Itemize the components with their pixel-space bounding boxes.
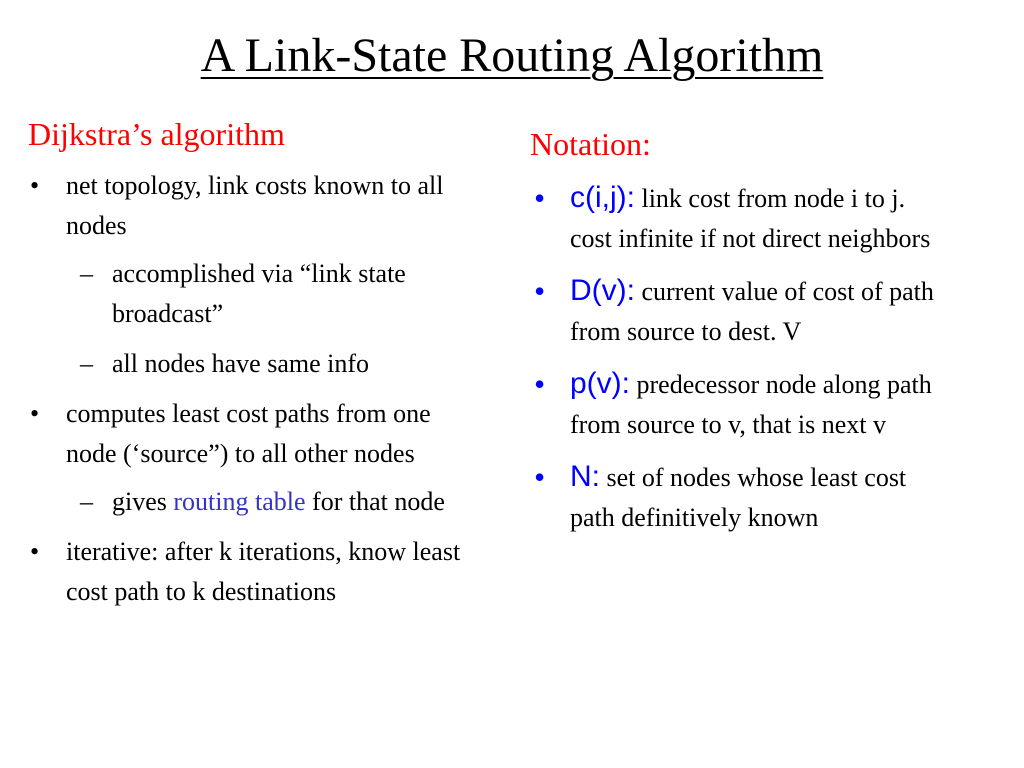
bullet-marker: • — [30, 537, 40, 566]
notation-item — [530, 457, 950, 538]
notation-definition: current value of cost of path from source to dest. V — [570, 277, 934, 346]
dijkstra-column — [28, 114, 468, 622]
sub-bullet-marker: – — [80, 487, 93, 516]
bullet-item — [28, 532, 468, 612]
notation-heading: Notation: — [530, 126, 651, 162]
bullet-marker: • — [30, 399, 40, 428]
bullet-marker: • — [30, 171, 40, 200]
notation-definition: link cost from node i to j. cost infinite if not direct neighbors — [570, 184, 931, 253]
sub-bullet-list — [66, 482, 468, 522]
notation-item — [530, 271, 950, 352]
notation-bullet-marker: • — [534, 273, 546, 309]
sub-bullet-item — [66, 482, 468, 522]
routing-table-link: routing table — [173, 487, 306, 516]
notation-definition: set of nodes whose least cost path definitively known — [570, 463, 907, 532]
notation-bullet-marker: • — [534, 180, 546, 216]
dijkstra-heading: Dijkstra’s algorithm — [28, 116, 285, 152]
dijkstra-bullet-list — [28, 166, 468, 612]
notation-term: D(v): — [570, 274, 635, 307]
bullet-text: iterative: after k iterations, know least cost path to k destinations — [66, 537, 461, 606]
notation-term: p(v): — [570, 367, 630, 400]
sub-bullet-list — [66, 254, 468, 384]
slide-title: A Link-State Routing Algorithm — [200, 29, 824, 82]
sub-bullet-text: all nodes have same info — [112, 349, 370, 378]
sub-bullet-text: accomplished via “link state broadcast” — [112, 259, 406, 328]
notation-definition: predecessor node along path from source to v, that is next v — [570, 370, 932, 439]
notation-item — [530, 178, 950, 259]
sub-bullet-marker: – — [80, 349, 93, 378]
notation-item — [530, 364, 950, 445]
notation-term: N: — [570, 460, 600, 493]
sub-bullet-item — [66, 254, 468, 334]
bullet-text: net topology, link costs known to all nodes — [66, 171, 444, 240]
sub-bullet-text-before: gives — [112, 487, 174, 516]
sub-bullet-marker: – — [80, 259, 93, 288]
bullet-item — [28, 166, 468, 384]
bullet-item — [28, 394, 468, 522]
notation-bullet-list — [530, 178, 950, 538]
notation-bullet-marker: • — [534, 366, 546, 402]
notation-column — [530, 124, 950, 550]
notation-term: c(i,j): — [570, 181, 635, 214]
sub-bullet-text-after: for that node — [305, 487, 445, 516]
notation-bullet-marker: • — [534, 459, 546, 495]
bullet-text: computes least cost paths from one node (‘source”) to all other nodes — [66, 399, 431, 468]
sub-bullet-item — [66, 344, 468, 384]
